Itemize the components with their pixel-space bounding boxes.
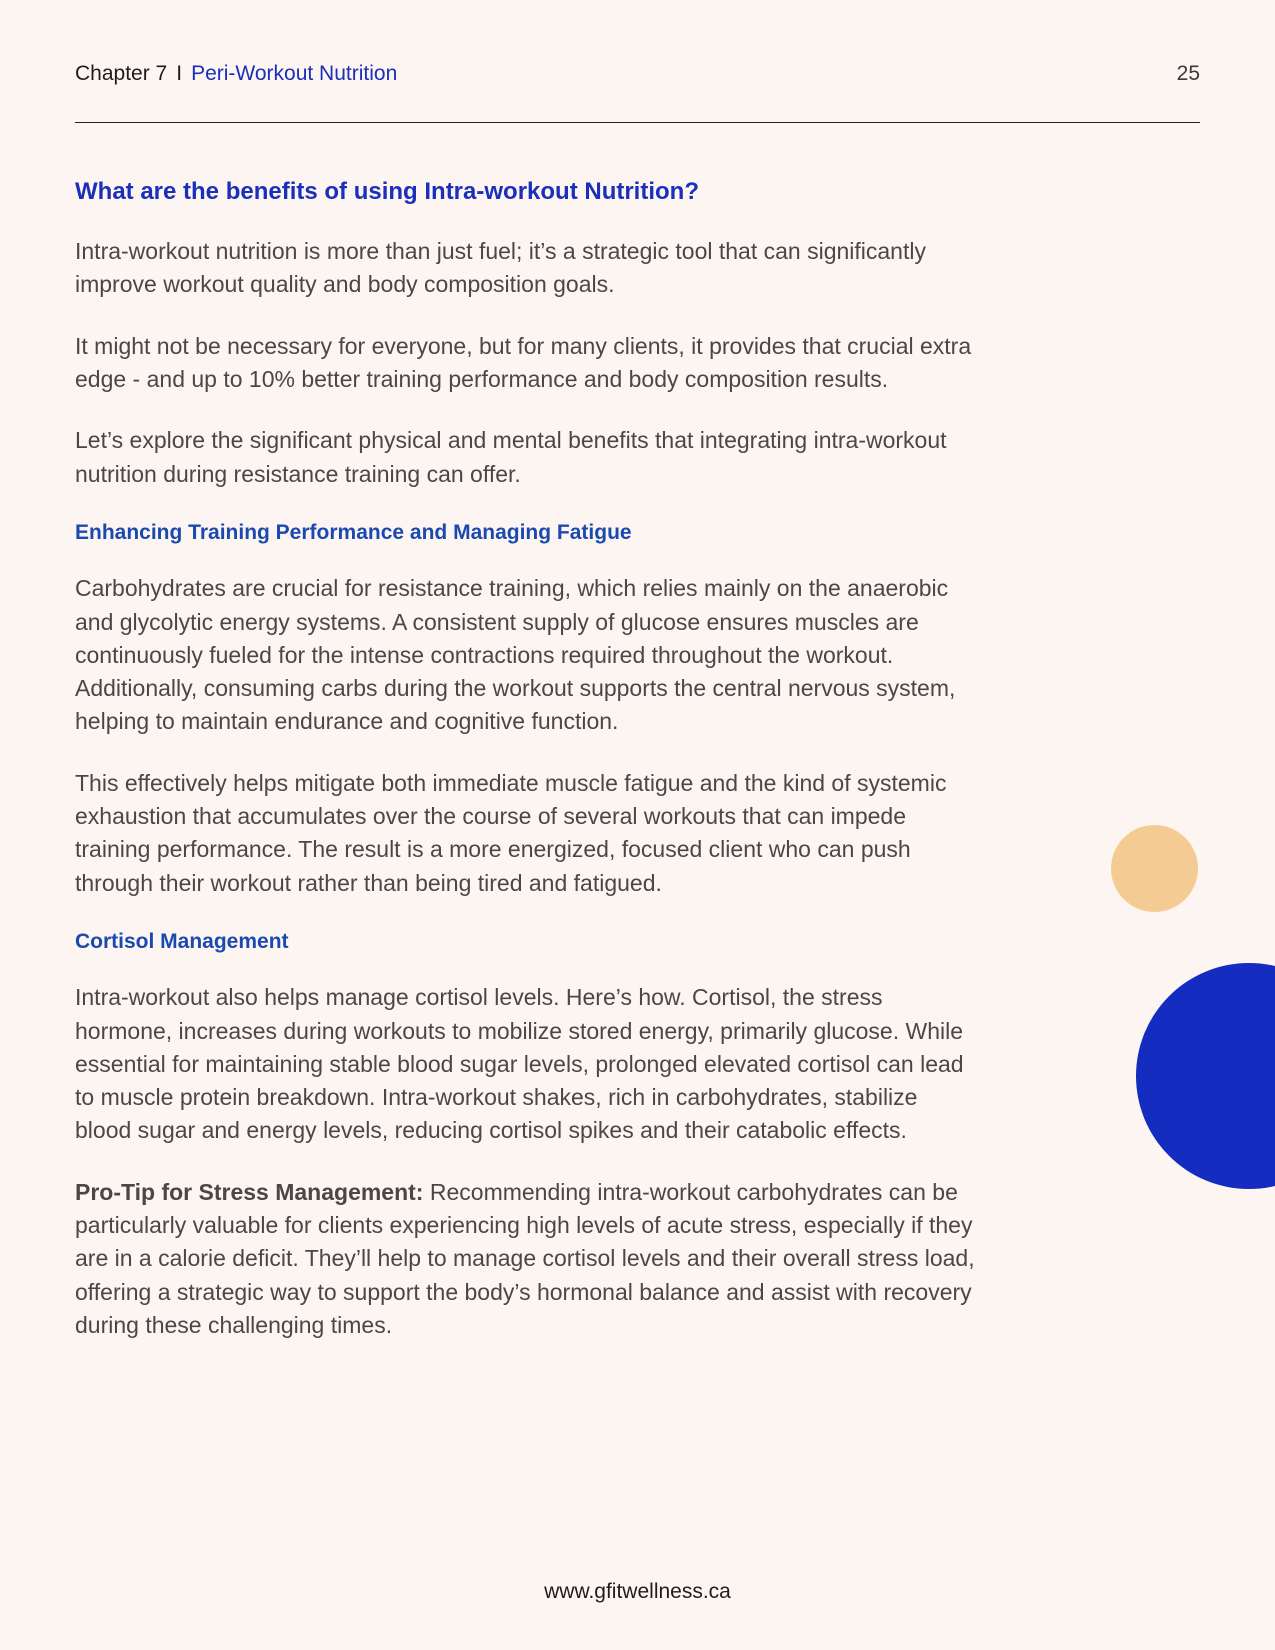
- section-title: Peri-Workout Nutrition: [191, 62, 398, 85]
- chapter-label: Chapter 7: [75, 62, 168, 85]
- decorative-blue-circle: [1136, 963, 1275, 1189]
- cortisol-paragraph: Intra-workout also helps manage cortisol levels. Here’s how. Cortisol, the stress hormone, increases during workouts to mobilize stored energy, primarily glucose. While essential for maintaining stable blood sugar levels, prolonged elevated cortisol can lead to muscle protein breakdown. Intra-workout shakes, rich in carbohydrates, stabilize blood sugar and energy levels, reducing cortisol spikes and their catabolic effects.: [75, 984, 964, 1144]
- training-paragraph-1: Carbohydrates are crucial for resistance training, which relies mainly on the anaerobic and glycolytic energy systems. A consistent supply of glucose ensures muscles are continuously fueled for the intense contractions required throughout the workout. Additionally, consuming carbs during the workout supports the central nervous system, helping to maintain endurance and cognitive function.: [75, 575, 956, 735]
- intro-paragraph-3: Let’s explore the significant physical and mental benefits that integrating intra-workout nutrition during resistance training can offer.: [75, 427, 947, 487]
- section-heading-cortisol: Cortisol Management: [75, 929, 289, 953]
- pro-tip-paragraph: [75, 1176, 975, 1342]
- training-paragraph-2: This effectively helps mitigate both immediate muscle fatigue and the kind of systemic exhaustion that accumulates over the course of several workouts that can impede training performance. The result is a more energized, focused client who can push through their workout rather than being tired and fatigued.: [75, 769, 947, 896]
- page-number: 25: [1176, 62, 1200, 85]
- pro-tip-text: Recommending intra-workout carbohydrates can be particularly valuable for clients experiencing high levels of acute stress, especially if they are in a calorie deficit. They’ll help to manage cortisol levels and their overall stress load, offering a strategic way to support the body’s hormonal balance and assist with recovery during these challenging times.: [75, 1178, 975, 1338]
- running-header: [75, 62, 397, 86]
- intro-paragraph-2: It might not be necessary for everyone, but for many clients, it provides that crucial extra edge - and up to 10% better training performance and body composition results.: [75, 332, 972, 393]
- header-separator: I: [176, 62, 183, 85]
- decorative-orange-circle: [1111, 825, 1198, 912]
- intro-paragraph-1: Intra-workout nutrition is more than just fuel; it’s a strategic tool that can significantly improve workout quality and body composition goals.: [75, 238, 926, 298]
- header-divider: [75, 122, 1200, 123]
- page-title: What are the benefits of using Intra-workout Nutrition?: [75, 178, 699, 205]
- pro-tip-label: Pro-Tip for Stress Management:: [75, 1178, 424, 1205]
- footer-website: www.gfitwellness.ca: [544, 1580, 731, 1603]
- main-content: [75, 176, 975, 1370]
- section-heading-training-performance: Enhancing Training Performance and Managing Fatigue: [75, 520, 632, 544]
